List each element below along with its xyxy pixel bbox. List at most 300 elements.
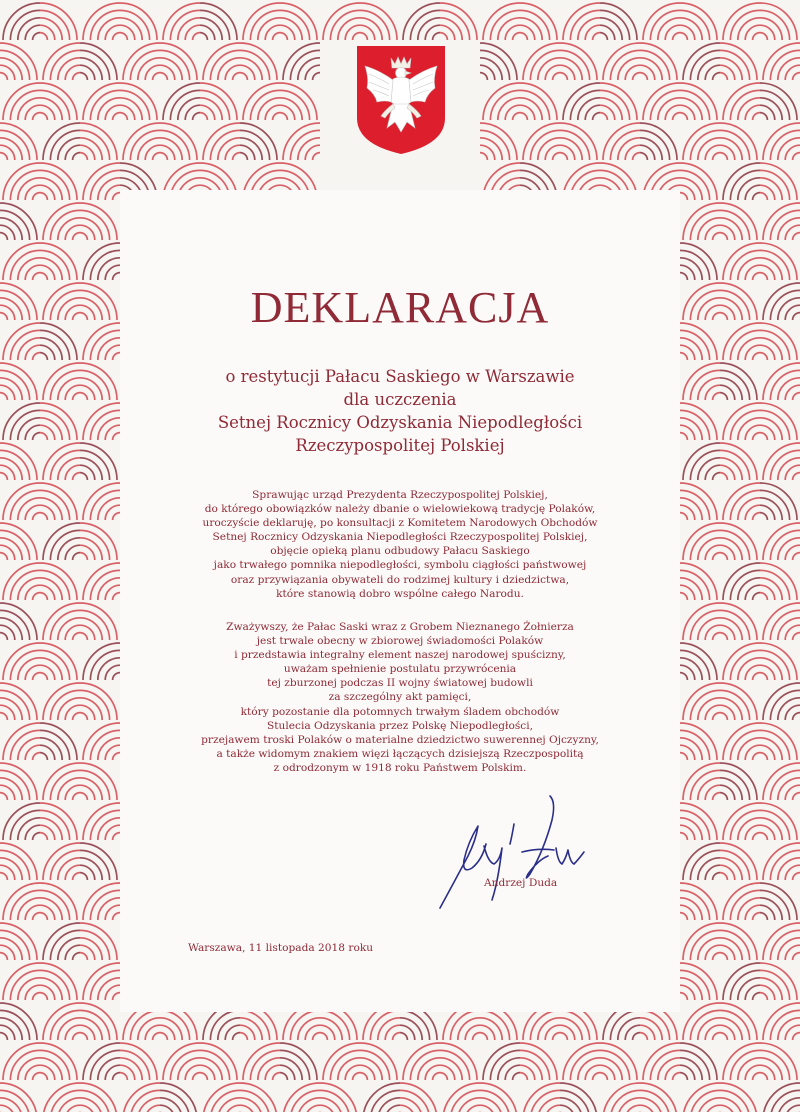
border-arc — [120, 33, 127, 40]
border-arc — [0, 153, 7, 160]
border-arc — [80, 153, 87, 160]
border-arc — [280, 1058, 302, 1080]
border-arc — [40, 178, 62, 200]
border-arc — [280, 33, 287, 40]
border-arc — [658, 1058, 680, 1080]
border-arc — [80, 953, 87, 960]
border-arc — [720, 73, 727, 80]
border-arc — [40, 898, 62, 920]
border-arc — [58, 58, 80, 80]
border-arc — [778, 58, 800, 80]
border-arc — [713, 873, 720, 880]
border-arc — [418, 1058, 440, 1080]
subtitle-line: dla uczczenia — [343, 390, 457, 409]
border-arc — [80, 458, 102, 480]
border-arc — [658, 18, 680, 40]
border-arc — [553, 73, 560, 80]
border-arc — [520, 98, 542, 120]
border-arc — [73, 873, 80, 880]
border-arc — [738, 178, 760, 200]
border-arc — [120, 1058, 142, 1080]
border-arc — [33, 273, 40, 280]
border-arc — [145, 1105, 160, 1112]
border-arc — [18, 1058, 40, 1080]
border-arc — [793, 73, 800, 80]
border-arc — [480, 58, 502, 80]
signer-name: Andrzej Duda — [484, 877, 558, 889]
border-arc — [120, 113, 127, 120]
border-arc — [793, 473, 800, 480]
border-arc — [760, 993, 767, 1000]
border-arc — [160, 73, 167, 80]
border-arc — [680, 338, 702, 360]
border-arc — [40, 353, 47, 360]
border-arc — [793, 1033, 800, 1040]
border-arc — [738, 18, 760, 40]
border-arc — [153, 153, 160, 160]
border-arc — [138, 1018, 160, 1040]
border-arc — [33, 353, 40, 360]
border-arc — [258, 98, 280, 120]
border-arc — [760, 98, 782, 120]
border-arc — [40, 818, 62, 840]
border-arc — [298, 138, 320, 160]
border-arc — [98, 18, 120, 40]
border-arc — [80, 473, 87, 480]
subtitle-line: Setnej Rocznicy Odzyskania Niepodległości — [217, 413, 583, 432]
border-arc — [273, 113, 280, 120]
border-arc — [480, 1033, 487, 1040]
border-arc — [80, 73, 87, 80]
border-arc — [320, 1105, 335, 1112]
border-arc — [18, 338, 40, 360]
border-arc — [98, 818, 120, 840]
border-arc — [73, 473, 80, 480]
border-arc — [625, 1105, 640, 1112]
border-arc — [600, 1073, 607, 1080]
subtitle-line: o restytucji Pałacu Saskiego w Warszawie — [225, 367, 575, 386]
border-arc — [0, 58, 22, 80]
border-arc — [698, 138, 720, 160]
subtitle-line: Rzeczypospolitej Polskiej — [295, 436, 505, 455]
border-arc — [240, 1018, 262, 1040]
border-arc — [720, 458, 742, 480]
border-arc — [760, 258, 782, 280]
border-arc — [80, 1018, 102, 1040]
border-arc — [418, 18, 440, 40]
border-arc — [480, 1018, 502, 1040]
border-arc — [778, 858, 800, 880]
border-arc — [458, 1018, 480, 1040]
border-arc — [233, 73, 240, 80]
border-arc — [113, 193, 120, 200]
border-arc — [80, 938, 102, 960]
border-arc — [218, 1018, 240, 1040]
border-arc — [433, 1073, 440, 1080]
border-arc — [98, 178, 120, 200]
border-arc — [760, 978, 782, 1000]
border-arc — [18, 898, 40, 920]
border-arc — [698, 938, 720, 960]
border-arc — [793, 793, 800, 800]
border-arc — [738, 898, 760, 920]
border-arc — [40, 258, 62, 280]
border-arc — [720, 1105, 735, 1112]
border-arc — [200, 98, 222, 120]
border-arc — [760, 33, 767, 40]
border-arc — [673, 113, 680, 120]
border-arc — [393, 1033, 400, 1040]
border-arc — [440, 18, 462, 40]
border-arc — [33, 1073, 40, 1080]
border-arc — [218, 138, 240, 160]
border-arc — [18, 258, 40, 280]
border-arc — [778, 138, 800, 160]
border-arc — [738, 338, 760, 360]
border-arc — [480, 153, 487, 160]
border-arc — [720, 1033, 727, 1040]
border-arc — [753, 33, 760, 40]
border-arc — [713, 73, 720, 80]
border-arc — [760, 178, 782, 200]
border-arc — [113, 33, 120, 40]
border-arc — [200, 113, 207, 120]
border-arc — [440, 1073, 447, 1080]
border-arc — [793, 153, 800, 160]
border-arc — [360, 1073, 367, 1080]
border-arc — [65, 1105, 80, 1112]
border-arc — [113, 833, 120, 840]
border-arc — [80, 1105, 95, 1112]
border-arc — [520, 1058, 542, 1080]
border-arc — [713, 153, 720, 160]
border-arc — [720, 153, 727, 160]
border-arc — [160, 1033, 167, 1040]
border-arc — [80, 138, 102, 160]
border-arc — [280, 1073, 287, 1080]
border-arc — [353, 1073, 360, 1080]
border-arc — [760, 353, 767, 360]
border-arc — [313, 73, 320, 80]
body-line: za szczególny akt pamięci, — [328, 691, 472, 704]
border-arc — [640, 58, 662, 80]
border-arc — [33, 913, 40, 920]
border-arc — [98, 338, 120, 360]
border-arc — [200, 1073, 207, 1080]
declaration-paragraph-1 — [0, 488, 800, 601]
border-arc — [640, 1033, 647, 1040]
border-arc — [760, 18, 782, 40]
border-arc — [160, 58, 182, 80]
border-arc — [18, 98, 40, 120]
border-arc — [338, 18, 360, 40]
border-arc — [618, 138, 640, 160]
border-arc — [160, 138, 182, 160]
border-arc — [513, 33, 520, 40]
border-arc — [760, 193, 767, 200]
border-arc — [320, 1033, 327, 1040]
body-line: objęcie opieką planu odbudowy Pałacu Saskiego — [270, 545, 530, 558]
border-arc — [560, 153, 567, 160]
border-arc — [680, 98, 702, 120]
border-arc — [578, 1058, 600, 1080]
body-line: do którego obowiązków należy dbanie o wielowiekową tradycję Polaków, — [204, 503, 596, 516]
border-arc — [720, 218, 742, 240]
border-arc — [40, 113, 47, 120]
border-arc — [698, 58, 720, 80]
border-arc — [298, 1018, 320, 1040]
body-line: który pozostanie dla potomnych trwałym śladem obchodów — [240, 705, 560, 718]
border-arc — [593, 113, 600, 120]
border-arc — [520, 1073, 527, 1080]
body-line: jako trwałego pomnika niepodległości, symbolu ciągłości państwowej — [213, 559, 587, 572]
border-arc — [785, 1105, 800, 1112]
border-arc — [738, 258, 760, 280]
border-arc — [240, 73, 247, 80]
border-arc — [80, 793, 87, 800]
border-arc — [680, 1058, 702, 1080]
border-arc — [753, 193, 760, 200]
document-subtitle — [0, 365, 800, 457]
body-line: które stanowią dobro wspólne całego Narodu. — [276, 587, 524, 600]
border-arc — [793, 873, 800, 880]
border-arc — [73, 793, 80, 800]
border-arc — [240, 138, 262, 160]
border-arc — [113, 113, 120, 120]
border-arc — [673, 1073, 680, 1080]
border-arc — [233, 153, 240, 160]
border-arc — [58, 1018, 80, 1040]
border-arc — [760, 818, 782, 840]
border-arc — [720, 58, 742, 80]
border-arc — [680, 993, 687, 1000]
body-line: Zważywszy, że Pałac Saski wraz z Grobem Nieznanego Żołnierza — [226, 621, 574, 633]
border-arc — [400, 1033, 407, 1040]
border-arc — [280, 113, 287, 120]
border-arc — [593, 33, 600, 40]
border-arc — [593, 1073, 600, 1080]
border-arc — [720, 1018, 742, 1040]
border-arc — [545, 1105, 560, 1112]
border-arc — [200, 18, 222, 40]
border-arc — [778, 778, 800, 800]
border-arc — [705, 1105, 720, 1112]
border-arc — [218, 58, 240, 80]
border-arc — [465, 1105, 480, 1112]
border-arc — [400, 1105, 415, 1112]
border-arc — [673, 33, 680, 40]
border-arc — [538, 1018, 560, 1040]
body-line: tej zburzonej podczas II wojny światowej budowli — [267, 677, 533, 690]
border-arc — [713, 473, 720, 480]
border-arc — [793, 953, 800, 960]
border-arc — [193, 1073, 200, 1080]
border-arc — [433, 33, 440, 40]
body-line: Sprawując urząd Prezydenta Rzeczypospolitej Polskiej, — [252, 489, 548, 501]
border-arc — [40, 978, 62, 1000]
border-arc — [633, 1033, 640, 1040]
border-arc — [698, 218, 720, 240]
border-arc — [73, 73, 80, 80]
border-arc — [40, 993, 47, 1000]
border-arc — [40, 98, 62, 120]
border-arc — [258, 18, 280, 40]
border-arc — [520, 33, 527, 40]
border-arc — [33, 113, 40, 120]
border-arc — [480, 73, 487, 80]
border-arc — [633, 73, 640, 80]
border-arc — [600, 98, 622, 120]
border-arc — [498, 1058, 520, 1080]
border-arc — [58, 138, 80, 160]
border-arc — [18, 818, 40, 840]
border-arc — [160, 1018, 182, 1040]
border-arc — [0, 873, 7, 880]
border-arc — [578, 18, 600, 40]
border-arc — [138, 138, 160, 160]
border-arc — [720, 233, 727, 240]
border-arc — [80, 873, 87, 880]
border-arc — [793, 233, 800, 240]
border-arc — [33, 193, 40, 200]
body-line: uroczyście deklaruję, po konsultacji z Komitetem Narodowych Obchodów — [202, 517, 598, 530]
border-arc — [720, 793, 727, 800]
border-arc — [560, 73, 567, 80]
border-arc — [498, 98, 520, 120]
border-arc — [80, 778, 102, 800]
border-arc — [153, 1033, 160, 1040]
polish-eagle-emblem-icon — [355, 44, 447, 156]
border-arc — [618, 58, 640, 80]
border-arc — [113, 913, 120, 920]
border-arc — [0, 793, 7, 800]
border-arc — [680, 913, 687, 920]
border-arc — [200, 1058, 222, 1080]
border-arc — [720, 873, 727, 880]
border-arc — [378, 1018, 400, 1040]
border-arc — [680, 898, 702, 920]
border-arc — [578, 98, 600, 120]
border-arc — [193, 33, 200, 40]
border-arc — [600, 33, 607, 40]
border-arc — [560, 1105, 575, 1112]
border-arc — [720, 778, 742, 800]
border-arc — [720, 938, 742, 960]
border-arc — [280, 18, 302, 40]
border-arc — [560, 1018, 582, 1040]
border-arc — [760, 833, 767, 840]
border-arc — [18, 978, 40, 1000]
border-arc — [600, 18, 622, 40]
border-arc — [553, 153, 560, 160]
border-arc — [538, 58, 560, 80]
border-arc — [273, 33, 280, 40]
border-arc — [40, 913, 47, 920]
border-arc — [0, 858, 22, 880]
border-arc — [633, 153, 640, 160]
border-arc — [33, 33, 40, 40]
border-arc — [520, 113, 527, 120]
border-arc — [480, 1105, 495, 1112]
declaration-paragraph-2 — [0, 620, 800, 775]
border-arc — [0, 953, 7, 960]
border-arc — [258, 1058, 280, 1080]
border-arc — [178, 98, 200, 120]
border-arc — [98, 98, 120, 120]
border-arc — [738, 1058, 760, 1080]
border-arc — [760, 338, 782, 360]
border-arc — [720, 858, 742, 880]
border-arc — [113, 273, 120, 280]
border-arc — [720, 953, 727, 960]
border-arc — [73, 1033, 80, 1040]
border-arc — [480, 138, 502, 160]
border-arc — [720, 138, 742, 160]
border-arc — [640, 1018, 662, 1040]
border-arc — [153, 73, 160, 80]
body-line: z odrodzonym w 1918 roku Państwem Polskim. — [273, 761, 527, 774]
border-arc — [698, 458, 720, 480]
border-arc — [0, 218, 22, 240]
border-arc — [713, 953, 720, 960]
border-arc — [98, 898, 120, 920]
border-arc — [113, 353, 120, 360]
border-arc — [760, 273, 767, 280]
body-line: uważam spełnienie postulatu przywrócenia — [283, 663, 517, 676]
border-arc — [273, 1073, 280, 1080]
border-arc — [560, 138, 582, 160]
border-arc — [120, 1073, 127, 1080]
border-arc — [473, 1033, 480, 1040]
border-arc — [73, 953, 80, 960]
handwritten-signature — [438, 790, 588, 915]
body-line: oraz przywiązania obywateli do rodzimej kultury i dziedzictwa, — [230, 573, 570, 586]
border-arc — [600, 113, 607, 120]
place-and-date: Warszawa, 11 listopada 2018 roku — [188, 942, 374, 954]
border-arc — [80, 233, 87, 240]
border-arc — [680, 833, 687, 840]
border-arc — [778, 458, 800, 480]
border-arc — [440, 1058, 462, 1080]
border-arc — [80, 858, 102, 880]
border-arc — [760, 1073, 767, 1080]
border-arc — [753, 1073, 760, 1080]
border-arc — [553, 1033, 560, 1040]
border-arc — [698, 778, 720, 800]
border-arc — [0, 1033, 7, 1040]
border-arc — [280, 98, 302, 120]
border-arc — [753, 273, 760, 280]
border-arc — [178, 18, 200, 40]
border-arc — [0, 938, 22, 960]
border-arc — [160, 1105, 175, 1112]
border-arc — [560, 58, 582, 80]
border-arc — [513, 113, 520, 120]
border-arc — [738, 98, 760, 120]
border-arc — [440, 33, 447, 40]
border-arc — [753, 833, 760, 840]
border-arc — [200, 33, 207, 40]
border-arc — [120, 18, 142, 40]
border-arc — [138, 58, 160, 80]
border-arc — [753, 993, 760, 1000]
border-arc — [40, 33, 47, 40]
border-arc — [18, 178, 40, 200]
border-arc — [240, 153, 247, 160]
body-line: i przedstawia integralny element naszej narodowej spuścizny, — [234, 649, 566, 662]
border-arc — [58, 218, 80, 240]
body-line: a także widomym znakiem więzi łączących dzisiejszą Rzeczpospolitą — [216, 747, 584, 760]
